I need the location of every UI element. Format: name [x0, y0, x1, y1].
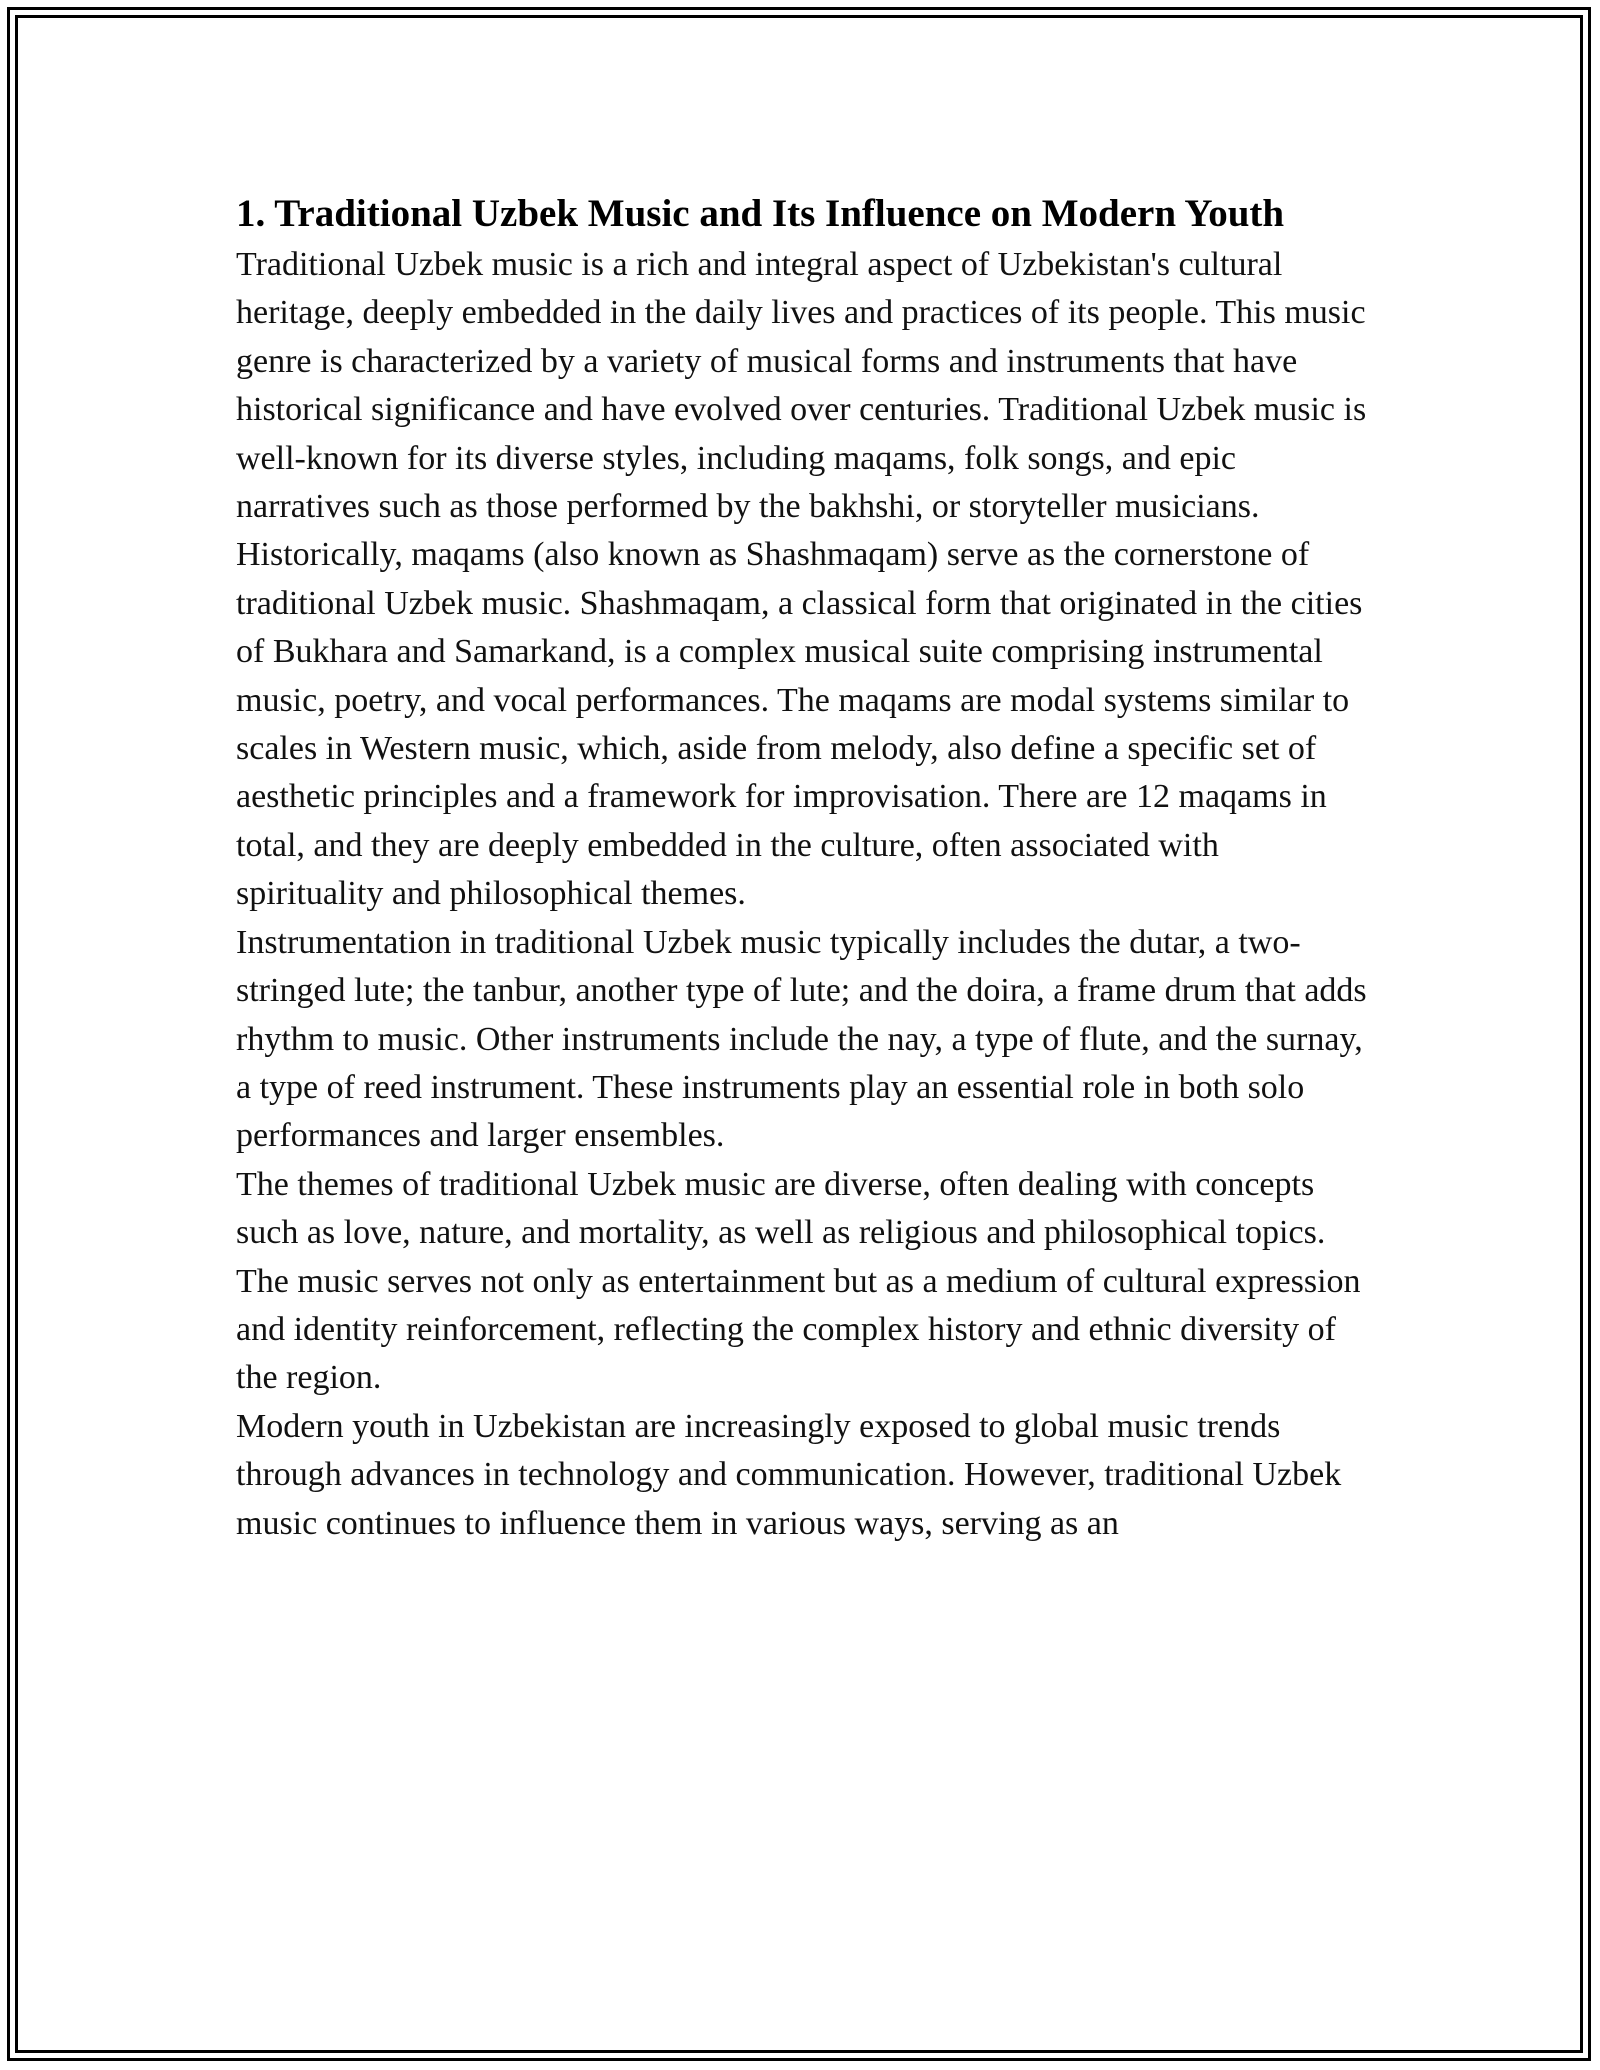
paragraph-intro: Traditional Uzbek music is a rich and integral aspect of Uzbekistan's cultural heritage, deeply embedded in the daily lives and practices of its people. This music genre is characterized by a variety of musical forms and instruments that have historical significance and have evolved over centuries. Traditional Uzbek music is well-known for its diverse styles, including maqams, folk songs, and epic narratives such as those performed by the bakhshi, or storyteller musicians. — [236, 246, 1367, 526]
paragraph-themes: The themes of traditional Uzbek music are diverse, often dealing with concepts such as love, nature, and mortality, as well as religious and philosophical topics. The music serves not only as entertainment but as a medium of cultural expression and identity reinforcement, reflecting the complex history and ethnic diversity of the region. — [236, 1165, 1361, 1397]
section-title: 1. Traditional Uzbek Music and Its Influence on Modern Youth — [236, 192, 1285, 235]
paragraph-modern-youth: Modern youth in Uzbekistan are increasingly exposed to global music trends through advances in technology and communication. However, traditional Uzbek music continues to influence them in various ways, serving as an — [236, 1407, 1342, 1542]
document-body — [236, 186, 1372, 1548]
paragraph-instrumentation: Instrumentation in traditional Uzbek music typically includes the dutar, a two-stringed lute; the tanbur, another type of lute; and the doira, a frame drum that adds rhythm to music. Other instruments include the nay, a type of flute, and the surnay, a type of reed instrument. These instruments play an essential role in both solo performances and larger ensembles. — [236, 923, 1367, 1155]
paragraph-maqams: Historically, maqams (also known as Shashmaqam) serve as the cornerstone of traditional Uzbek music. Shashmaqam, a classical form that originated in the cities of Bukhara and Samarkand, is a complex musical suite comprising instrumental music, poetry, and vocal performances. The maqams are modal systems similar to scales in Western music, which, aside from melody, also define a specific set of aesthetic principles and a framework for improvisation. There are 12 maqams in total, and they are deeply embedded in the culture, often associated with spirituality and philosophical themes. — [236, 536, 1363, 913]
